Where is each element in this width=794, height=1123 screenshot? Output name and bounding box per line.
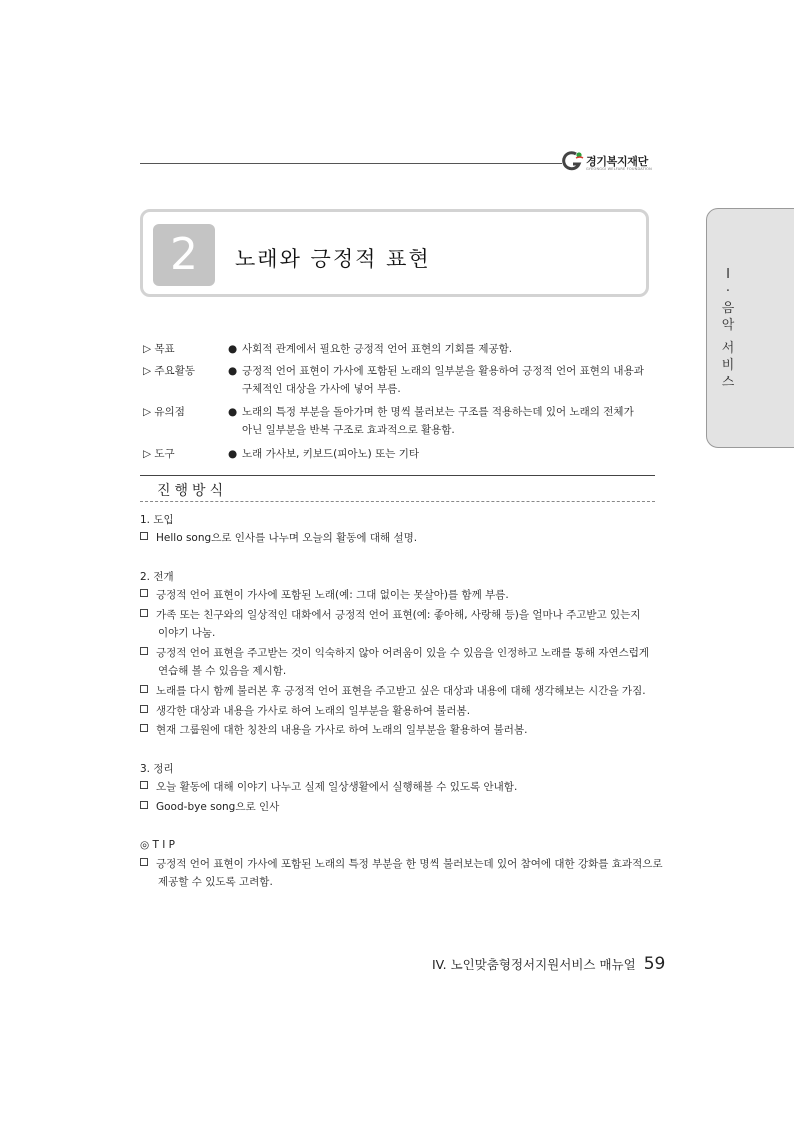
- procedure-title: 진행방식: [157, 483, 228, 499]
- section-dashed-rule: [140, 501, 655, 502]
- logo-text: 경기복지재단: [586, 155, 648, 168]
- checkbox-icon: [140, 781, 148, 789]
- checkbox-icon: [140, 589, 148, 597]
- checkbox-icon: [140, 609, 148, 617]
- checkbox-icon: [140, 858, 148, 866]
- list-item: Good-bye song으로 인사: [140, 798, 279, 816]
- checkbox-icon: [140, 647, 148, 655]
- list-item: 긍정적 언어 표현을 주고받는 것이 익숙하지 않아 어려움이 있을 수 있음을 인정하고 노래를 통해 자연스럽게: [140, 644, 649, 662]
- list-item-continued: 제공할 수 있도록 고려함.: [158, 876, 273, 888]
- checkbox-icon: [140, 532, 148, 540]
- checkbox-icon: [140, 801, 148, 809]
- section-rule: [140, 475, 655, 476]
- checkbox-icon: [140, 724, 148, 732]
- list-item: 긍정적 언어 표현이 가사에 포함된 노래(예: 그대 없이는 못살아)를 함께 부름.: [140, 586, 509, 604]
- list-item: 노래를 다시 함께 불러본 후 긍정적 언어 표현을 주고받고 싶은 대상과 내용에 대해 생각해보는 시간을 가짐.: [140, 682, 646, 700]
- section-number: 2: [153, 224, 215, 286]
- section-heading: 노래와 긍정적 표현: [235, 247, 431, 271]
- section-title-box: [140, 209, 649, 297]
- step-2-heading: 2. 전개: [140, 571, 174, 583]
- list-item: 현재 그룹원에 대한 칭찬의 내용을 가사로 하여 노래의 일부분을 활용하여 불러봄.: [140, 721, 527, 739]
- step-1-heading: 1. 도입: [140, 514, 174, 526]
- checkbox-icon: [140, 685, 148, 693]
- header-rule: [140, 163, 562, 164]
- list-item: 가족 또는 친구와의 일상적인 대화에서 긍정적 언어 표현(예: 좋아해, 사랑해 등)을 얼마나 주고받고 있는지: [140, 606, 640, 624]
- list-item: Hello song으로 인사를 나누며 오늘의 활동에 대해 설명.: [140, 529, 417, 547]
- foundation-logo: [562, 150, 662, 176]
- list-item: 생각한 대상과 내용을 가사로 하여 노래의 일부분을 활용하여 불러봄.: [140, 702, 470, 720]
- list-item-continued: 연습해 볼 수 있음을 제시함.: [158, 665, 287, 677]
- list-item: 오늘 활동에 대해 이야기 나누고 실제 일상생활에서 실행해볼 수 있도록 안내함.: [140, 778, 517, 796]
- tip-heading: ◎ T I P: [140, 839, 176, 851]
- list-item: 긍정적 언어 표현이 가사에 포함된 노래의 특정 부분을 한 명씩 불러보는데 있어 참여에 대한 강화를 효과적으로: [140, 855, 663, 873]
- footer-text: IV. 노인맞춤형정서지원서비스 매뉴얼: [432, 957, 636, 972]
- list-item-continued: 이야기 나눔.: [158, 627, 216, 639]
- chapter-side-tab-label: Ⅰ . 음 악 서 비 스: [721, 267, 735, 390]
- logo-subtext: GYEONGGI WELFARE FOUNDATION: [586, 167, 652, 171]
- logo-mark-icon: [562, 150, 584, 174]
- page-footer: [432, 954, 665, 974]
- step-3-heading: 3. 정리: [140, 763, 174, 775]
- checkbox-icon: [140, 705, 148, 713]
- page-number: 59: [643, 954, 666, 974]
